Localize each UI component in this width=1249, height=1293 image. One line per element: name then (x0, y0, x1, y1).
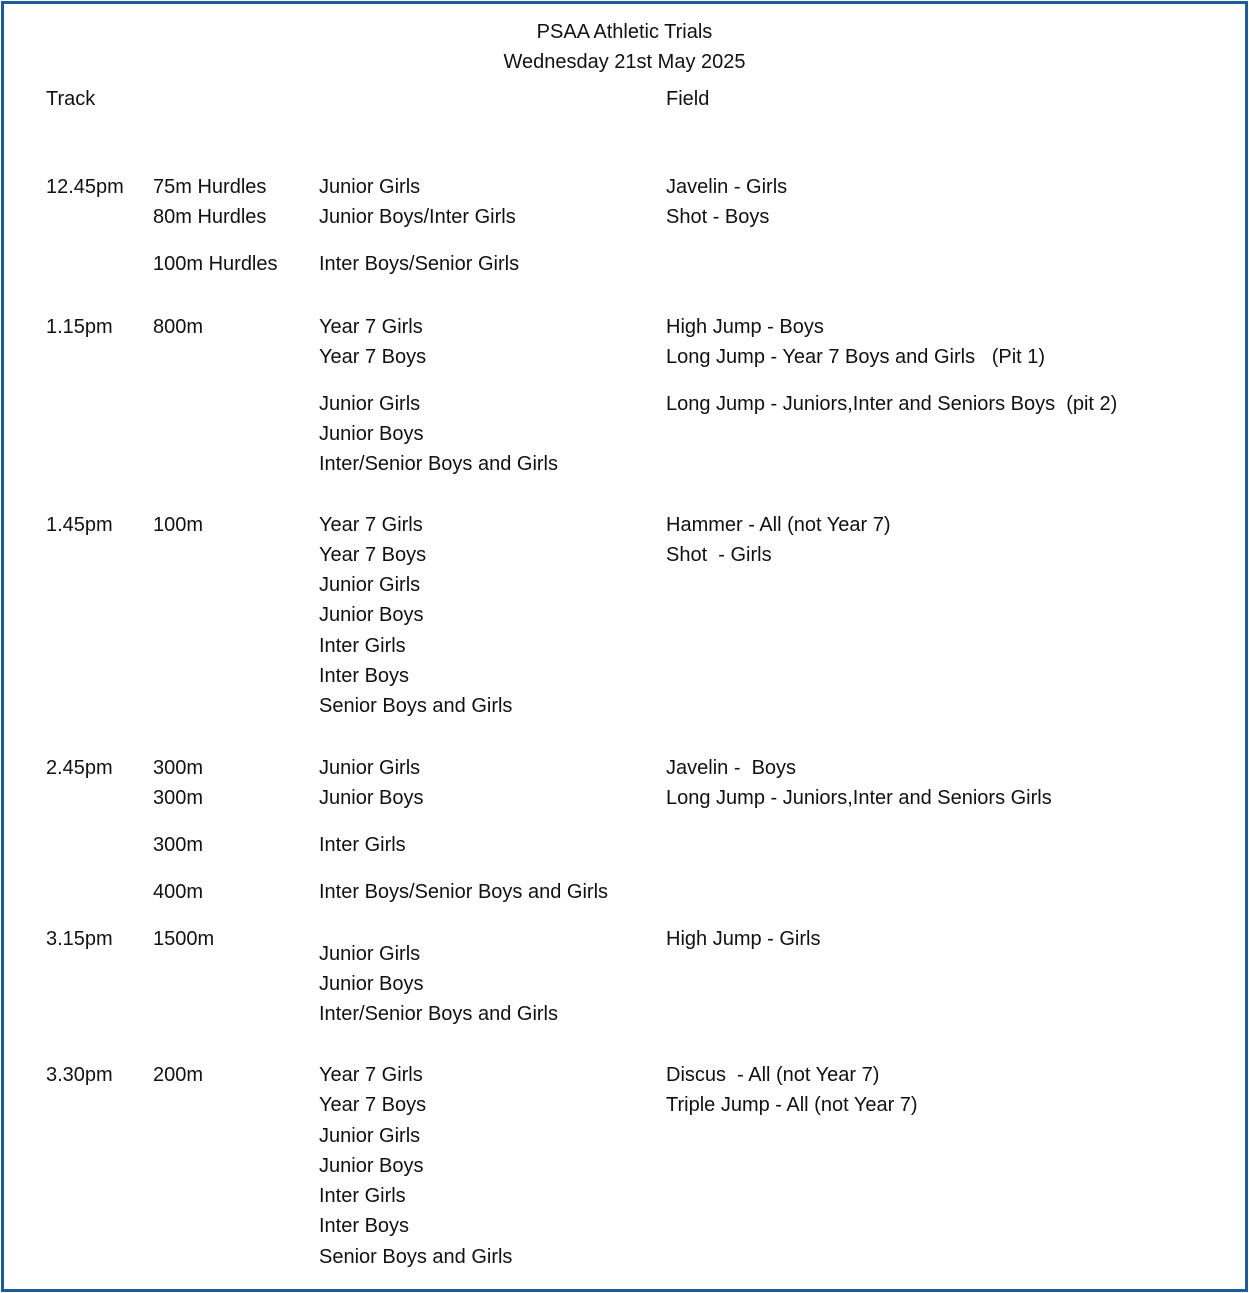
track-event: 800m (153, 316, 204, 338)
track-group: Inter Girls (319, 1185, 406, 1207)
track-group: Year 7 Girls (319, 1064, 423, 1086)
track-group: Junior Girls (319, 574, 421, 596)
field-event: Triple Jump - All (not Year 7) (666, 1094, 918, 1116)
block-time: 1.15pm (46, 316, 113, 338)
field-event: Hammer - All (not Year 7) (666, 514, 891, 536)
track-group: Junior Boys (319, 973, 424, 995)
block-time: 2.45pm (46, 757, 113, 779)
track-group: Inter Boys (319, 1215, 410, 1237)
track-event: 200m (153, 1064, 204, 1086)
field-heading: Field (666, 88, 710, 110)
track-group: Inter Girls (319, 834, 406, 856)
field-event: Discus - All (not Year 7) (666, 1064, 880, 1086)
track-heading: Track (46, 88, 96, 110)
track-group: Junior Boys (319, 787, 424, 809)
track-event: 300m (153, 834, 204, 856)
block-time: 12.45pm (46, 176, 124, 198)
field-event: High Jump - Boys (666, 316, 824, 338)
field-event: Long Jump - Juniors,Inter and Seniors Boys (pit 2) (666, 393, 1118, 415)
track-group: Junior Girls (319, 1125, 421, 1147)
track-group: Senior Boys and Girls (319, 695, 513, 717)
track-event: 75m Hurdles (153, 176, 267, 198)
track-group: Year 7 Girls (319, 316, 423, 338)
field-event: Javelin - Boys (666, 757, 797, 779)
block-time: 3.15pm (46, 928, 113, 950)
track-group: Inter Girls (319, 635, 406, 657)
track-group: Year 7 Girls (319, 514, 423, 536)
track-group: Junior Boys (319, 604, 424, 626)
track-group: Inter/Senior Boys and Girls (319, 453, 558, 475)
track-event: 100m Hurdles (153, 253, 278, 275)
track-group: Junior Girls (319, 176, 421, 198)
track-group: Junior Boys (319, 1155, 424, 1177)
track-event: 80m Hurdles (153, 206, 267, 228)
track-group: Inter/Senior Boys and Girls (319, 1003, 558, 1025)
track-group: Year 7 Boys (319, 544, 427, 566)
track-group: Year 7 Boys (319, 1094, 427, 1116)
track-group: Inter Boys (319, 665, 410, 687)
track-group: Junior Girls (319, 757, 421, 779)
track-group: Inter Boys/Senior Girls (319, 253, 520, 275)
track-group: Junior Boys/Inter Girls (319, 206, 516, 228)
block-time: 3.30pm (46, 1064, 113, 1086)
field-event: Shot - Girls (666, 544, 772, 566)
track-group: Junior Girls (319, 393, 421, 415)
page-title: PSAA Athletic Trials (536, 21, 713, 43)
track-event: 400m (153, 881, 204, 903)
track-group: Year 7 Boys (319, 346, 427, 368)
page-date: Wednesday 21st May 2025 (503, 51, 746, 73)
track-event: 100m (153, 514, 204, 536)
track-event: 300m (153, 757, 204, 779)
track-group: Junior Boys (319, 423, 424, 445)
track-event: 1500m (153, 928, 215, 950)
field-event: Long Jump - Year 7 Boys and Girls (Pit 1) (666, 346, 1046, 368)
field-event: Long Jump - Juniors,Inter and Seniors Girls (666, 787, 1052, 809)
track-event: 300m (153, 787, 204, 809)
field-event: Javelin - Girls (666, 176, 788, 198)
track-group: Senior Boys and Girls (319, 1246, 513, 1268)
block-time: 1.45pm (46, 514, 113, 536)
track-group: Junior Girls (319, 943, 421, 965)
track-group: Inter Boys/Senior Boys and Girls (319, 881, 609, 903)
field-event: High Jump - Girls (666, 928, 821, 950)
field-event: Shot - Boys (666, 206, 770, 228)
